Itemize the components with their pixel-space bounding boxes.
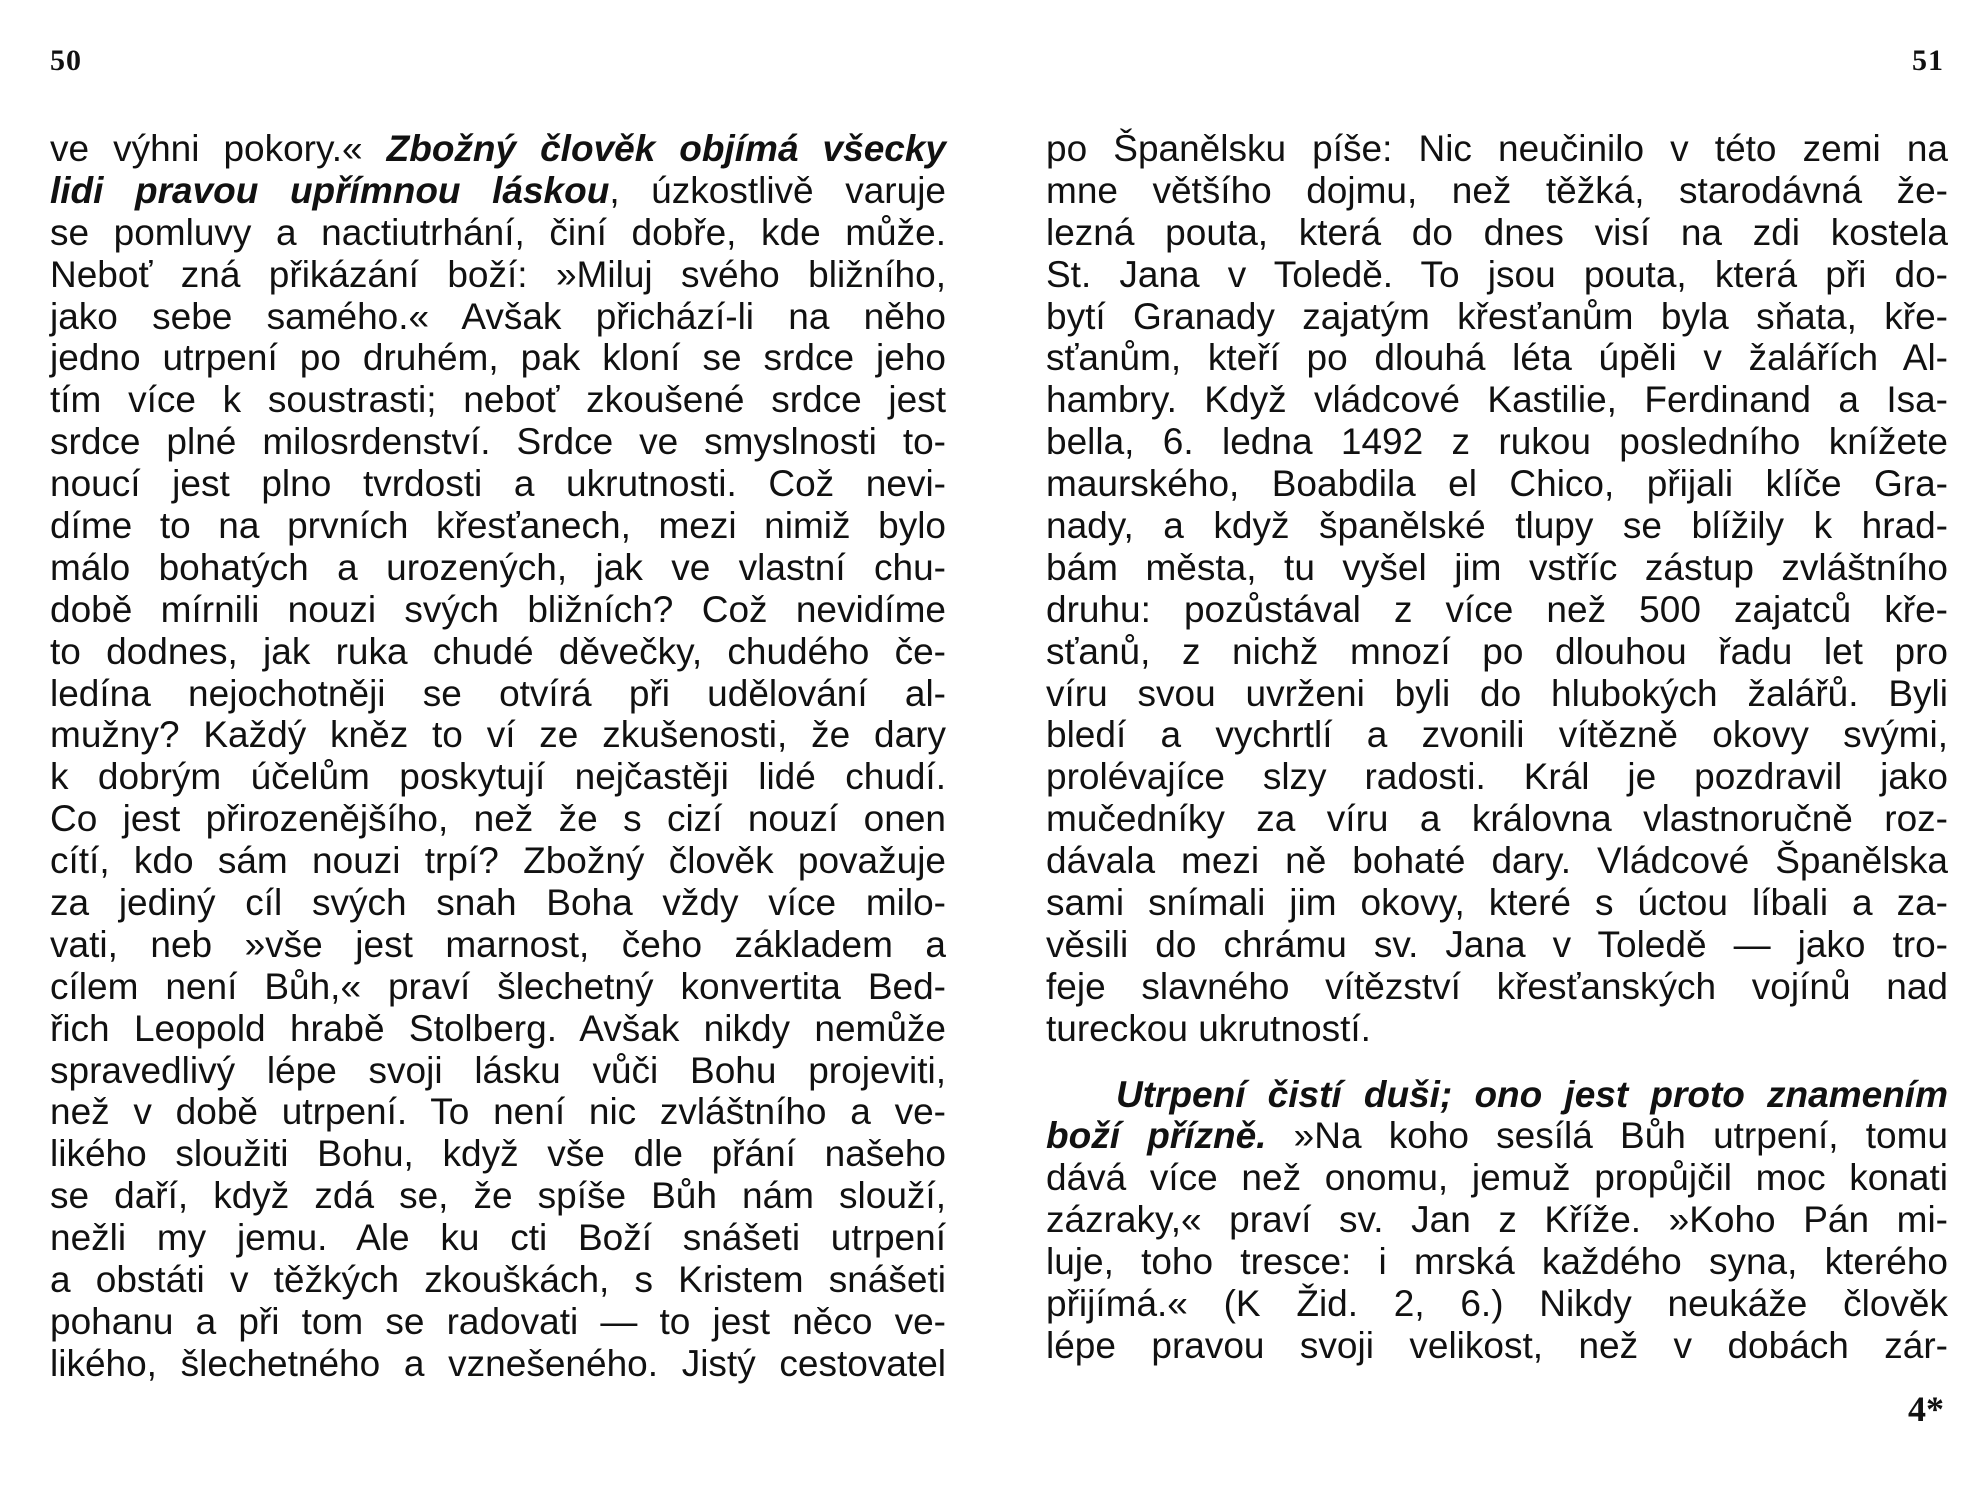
text-line: likého, šlechetného a vznešeného. Jistý cestovatel [50,1342,946,1384]
signature-mark: 4* [1908,1389,1944,1429]
text-line: jedno utrpení po druhém, pak kloní se srdce jeho [50,337,946,379]
text-line: lépe pravou svoji velikost, než v dobách zár- [1046,1324,1948,1366]
text-line: k dobrým účelům poskytují nejčastěji lidé chudí. [50,756,946,798]
text-line: lezná pouta, která do dnes visí na zdi kostela [1046,211,1948,253]
text-line: mučedníky za víru a královna vlastnoručně roz- [1046,798,1948,840]
text-line: tureckou ukrutností. [1046,1007,1371,1049]
text-line: a obstáti v těžkých zkouškách, s Kristem snášeti [50,1259,946,1301]
text-line: cítí, kdo sám nouzi trpí? Zbožný člověk považuje [50,840,946,882]
text-line: dává více než onomu, jemuž propůjčil moc konati [1046,1157,1948,1199]
text-line: dávala mezi ně bohaté dary. Vládcové Španělska [1046,840,1948,882]
text-line: se daří, když zdá se, že spíše Bůh nám slouží, [50,1175,946,1217]
text-line: St. Jana v Toledě. To jsou pouta, která při do- [1046,253,1948,295]
text-line: bledí a vychrtlí a zvonili vítězně okovy svými, [1046,714,1948,756]
text-line: málo bohatých a urozených, jak ve vlastní chu- [50,546,946,588]
text-line: nežli my jemu. Ale ku cti Boží snášeti utrpení [50,1217,946,1259]
text-line: bám města, tu vyšel jim vstříc zástup zvláštního [1046,546,1948,588]
text-line: mužny? Každý kněz to ví ze zkušenosti, že dary [50,714,946,756]
text-line: ve výhni pokory.« Zbožný člověk objímá všecky [50,128,946,169]
page-number-left: 50 [50,44,82,77]
text-line: prolévajíce slzy radosti. Král je pozdravil jako [1046,756,1948,798]
text-line: bella, 6. ledna 1492 z rukou posledního knížete [1046,421,1948,463]
text-line: za jediný cíl svých snah Boha vždy více milo- [50,882,946,924]
text-line: lidi pravou upřímnou láskou, úzkostlivě varuje [50,169,946,211]
text-line: Co jest přirozenějšího, než že s cizí nouzí onen [50,798,946,840]
text-line: díme to na prvních křesťanech, mezi nimiž bylo [50,505,946,547]
text-line: řich Leopold hrabě Stolberg. Avšak nikdy nemůže [50,1007,946,1049]
text-line: boží přízně. »Na koho sesílá Bůh utrpení, tomu [1046,1115,1948,1157]
page-number-right: 51 [1912,44,1944,77]
text-line: sťanům, kteří po dlouhá léta úpěli v žalářích Al- [1046,337,1948,379]
text-line: Utrpení čistí duši; ono jest proto znamením [1116,1073,1948,1115]
text-line: mne většího dojmu, než těžká, starodávná že- [1046,169,1948,211]
text-line: sami snímali jim okovy, které s úctou líbali a za- [1046,882,1948,924]
left-text-column [50,128,946,1385]
text-line: noucí jest plno tvrdosti a ukrutnosti. Což nevi- [50,463,946,505]
text-line: bytí Granady zajatým křesťanům byla sňata, kře- [1046,295,1948,337]
text-line: druhu: pozůstával z více než 500 zajatců kře- [1046,588,1948,630]
text-line: luje, toho tresce: i mrská každého syna, kterého [1046,1241,1948,1283]
text-line: přijímá.« (K Žid. 2, 6.) Nikdy neukáže člověk [1046,1283,1948,1325]
text-line: době mírnili nouzi svých bližních? Což nevidíme [50,588,946,630]
text-line: to dodnes, jak ruka chudé děvečky, chudého če- [50,630,946,672]
text-line: věsili do chrámu sv. Jana v Toledě — jako tro- [1046,923,1948,965]
text-line: ledína nejochotněji se otvírá při udělování al- [50,672,946,714]
text-line: jako sebe samého.« Avšak přichází-li na něho [50,295,946,337]
text-line: než v době utrpení. To není nic zvláštního a ve- [50,1091,946,1133]
text-line: spravedlivý lépe svoji lásku vůči Bohu projeviti, [50,1049,946,1091]
text-line: nady, a když španělské tlupy se blížily k hrad- [1046,505,1948,547]
text-line: víru svou uvrženi byli do hlubokých žalářů. Byli [1046,672,1948,714]
text-line: hambry. Když vládcové Kastilie, Ferdinand a Isa- [1046,379,1948,421]
text-line: feje slavného vítězství křesťanských vojínů nad [1046,965,1948,1007]
text-line: likého sloužiti Bohu, když vše dle přání našeho [50,1133,946,1175]
text-line: se pomluvy a nactiutrhání, činí dobře, kde může. [50,211,946,253]
text-line: maurského, Boabdila el Chico, přijali klíče Gra- [1046,463,1948,505]
text-line: vati, neb »vše jest marnost, čeho základem a [50,923,946,965]
text-line: sťanů, z nichž mnozí po dlouhou řadu let pro [1046,630,1948,672]
text-line: po Španělsku píše: Nic neučinilo v této zemi na [1046,128,1948,169]
text-line: pohanu a při tom se radovati — to jest něco ve- [50,1300,946,1342]
text-line: tím více k soustrasti; neboť zkoušené srdce jest [50,379,946,421]
text-line: zázraky,« praví sv. Jan z Kříže. »Koho Pán mi- [1046,1199,1948,1241]
text-line: srdce plné milosrdenství. Srdce ve smyslnosti to- [50,421,946,463]
text-line: cílem není Bůh,« praví šlechetný konvertita Bed- [50,965,946,1007]
right-page [988,0,1976,1500]
text-line: Neboť zná přikázání boží: »Miluj svého bližního, [50,253,946,295]
right-text-column [1046,128,1948,1367]
